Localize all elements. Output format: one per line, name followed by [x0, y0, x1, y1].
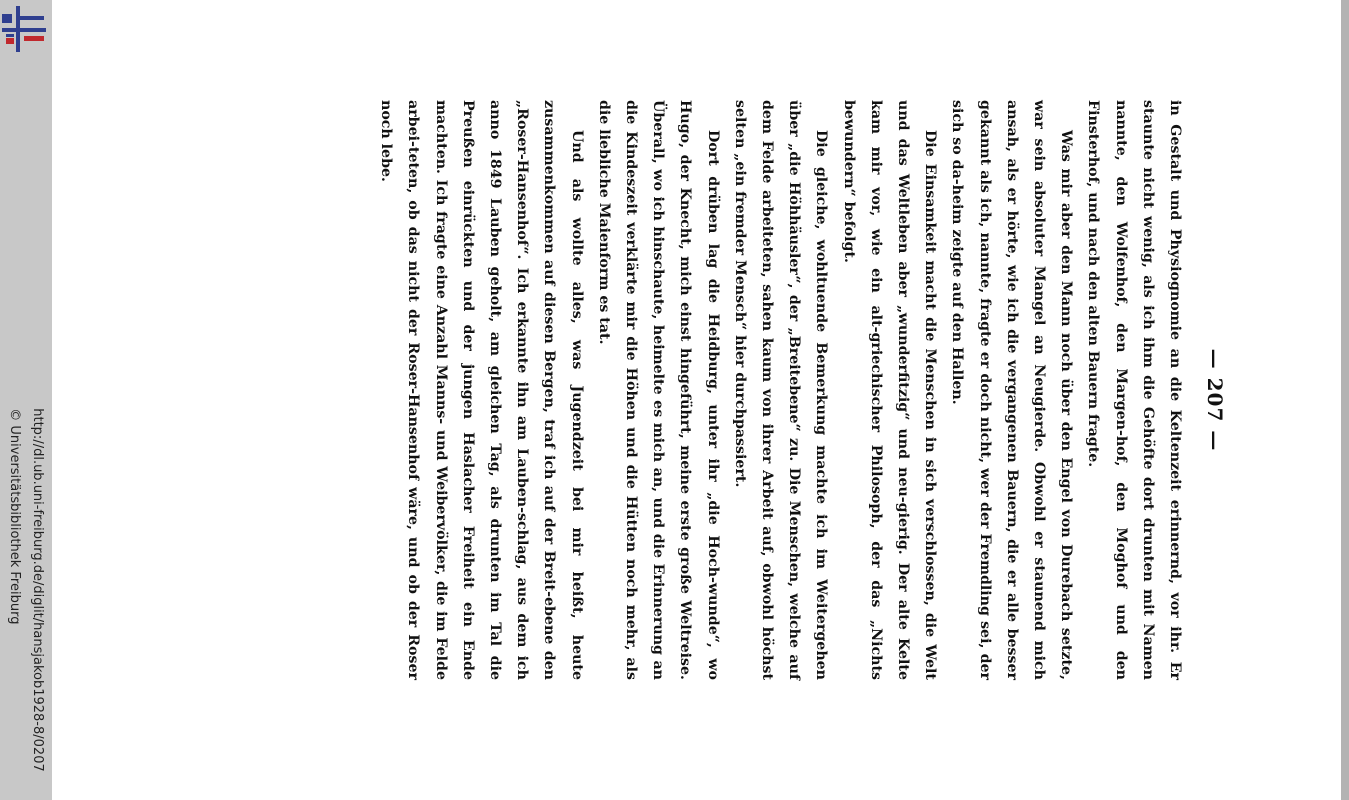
page-number: — 207 — — [1203, 348, 1227, 452]
sidebar-credits — [3, 408, 49, 772]
paragraph: Dort drüben lag die Heidburg, unter ihr „die Hoch-wunde“, wo Hugo, der Knecht, mich einst hingeführt, meine erste große Weltreise. Überall, wo ich hinschaute, heimelte es mich an, und die Erinnerung an die Kindeszeit verklärte mir die Höhen und die Hütten noch mehr, als die liebliche Maienform es tat. — [595, 100, 721, 680]
copyright-text: © Universitätsbibliothek Freiburg — [7, 408, 22, 625]
page-body-text — [372, 100, 1188, 680]
paragraph: Und als wollte alles, was Jugendzeit bei mir heißt, heute zusammenkommen auf diesen Bergen, traf ich auf der Breit-ebene den „Roser-Hansenhof“. Ich erkannte ihn am Lauben-schlag, aus dem ich anno 1849 Lauben geholt, am gleichen Tag, als drunten im Tal die Preußen einrückten und der jungen Haslacher Freiheit ein Ende machten. Ich fragte eine Anzahl Manns- und Weibervölker, die im Felde arbei-teten, ob das nicht der Roser-Hansenhof wäre, und ob der Roser noch lebe. — [378, 100, 585, 680]
sidebar — [0, 0, 52, 800]
page-number-box — [1195, 340, 1235, 460]
paragraph: in Gestalt und Physiognomie an die Keltenzeit erinnernd, vor ihr. Er staunte nicht wenig, als ich ihm die Gehöfte dort drunten mit Namen nannte, den Wolfenhof, den Margen-hof, den Moghof und den Finsterhof, und nach den alten Bauern fragte. — [1085, 100, 1183, 680]
source-url-link[interactable]: http://dl.ub.uni-freiburg.de/diglit/hansjakob1928-8/0207 — [30, 408, 45, 772]
paragraph: Was mir aber den Mann noch über den Engel von Durebach setzte, war sein absoluter Mangel an Neugierde. Obwohl er staunend mich ansah, als er hörte, wie ich die vergangenen Bauern, die er alle besser gekannt als ich, nannte, fragte er doch nicht, wer der Fremdling sei, der sich so da-heim zeigte auf den Hallen. — [949, 100, 1075, 680]
scrollbar[interactable] — [1341, 0, 1349, 800]
ub-freiburg-logo-icon[interactable] — [2, 6, 46, 52]
paragraph: Die Einsamkeit macht die Menschen in sich verschlossen, die Welt und das Weltleben aber „wunderfitzig“ und neu-gierig. Der alte Kelte kam mir vor, wie ein alt-griechischer Philosoph, der das „Nichts bewundern“ befolgt. — [840, 100, 939, 680]
paragraph: Die gleiche, wohltuende Bemerkung machte ich im Weitergehen über „die Höhhäusler“, der „Breitebene“ zu. Die Menschen, welche auf dem Felde arbeiteten, sahen kaum von ihrer Arbeit auf, obwohl höchst selten „ein fremder Mensch“ hier durchpassiert. — [731, 100, 830, 680]
